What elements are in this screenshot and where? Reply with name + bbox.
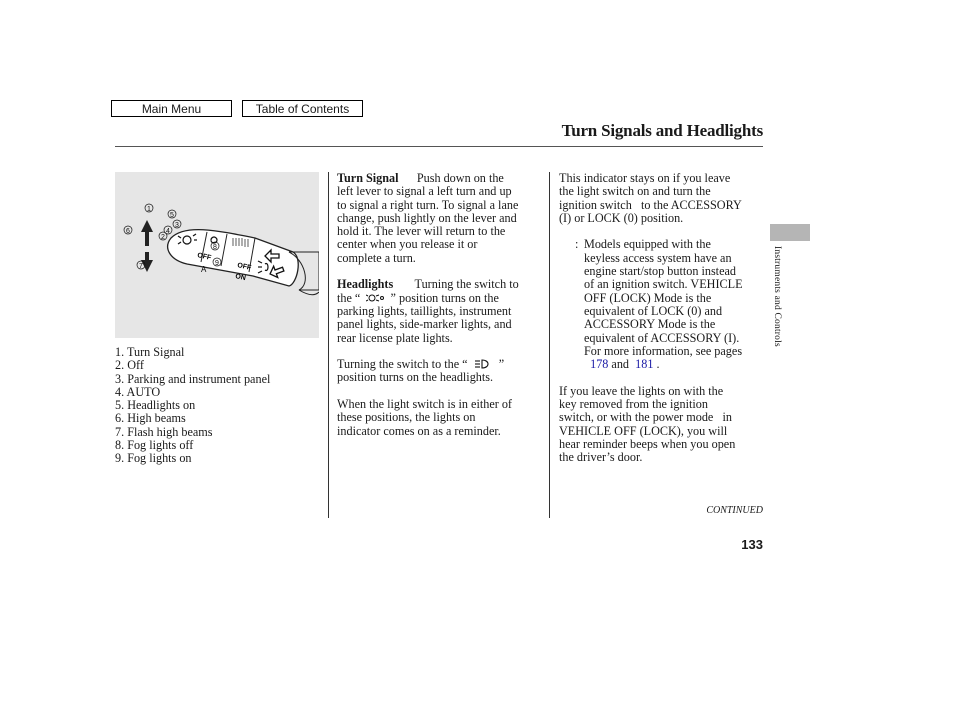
callout-5: 5: [170, 212, 174, 219]
legend-item: 1. Turn Signal: [115, 345, 185, 359]
legend-item: 3. Parking and instrument panel: [115, 371, 271, 386]
note-text: equivalent of ACCESSORY (I).: [584, 330, 740, 345]
callout-9: 9: [215, 260, 219, 267]
indicator-text: (I) or LOCK (0) position.: [559, 210, 684, 225]
headlights-text: parking lights, taillights, instrument: [337, 303, 512, 318]
headlights-heading: Headlights: [337, 277, 394, 292]
legend-item: 4. AUTO: [115, 384, 161, 399]
callout-6: 6: [126, 228, 130, 235]
section-label-text: Instruments and Controls: [772, 246, 782, 347]
indicator-text: the light switch on and turn the: [559, 184, 711, 199]
note-text: Models equipped with the: [584, 237, 711, 252]
turn-signal-text: complete a turn.: [337, 250, 416, 265]
note-text: equivalent of LOCK (0) and: [584, 303, 723, 318]
turn-signal-text: change, push lightly on the lever and: [337, 210, 517, 225]
reminder-text: When the light switch is in either of: [337, 397, 512, 412]
section-tab: [770, 224, 810, 241]
reminder-text: these positions, the lights on: [337, 410, 476, 425]
callout-8: 8: [213, 244, 217, 251]
legend-item: 8. Fog lights off: [115, 438, 194, 453]
figure-legend: [115, 346, 270, 466]
legend-item: 9. Fog lights on: [115, 451, 192, 466]
page-link-181[interactable]: 181: [635, 357, 654, 372]
note-text: .: [656, 357, 660, 372]
headlights-text: panel lights, side-marker lights, and: [337, 317, 512, 332]
reminder-beeps-text: hear reminder beeps when you open: [559, 436, 736, 451]
legend-item: 7. Flash high beams: [115, 424, 213, 439]
column-middle: [337, 172, 543, 438]
main-menu-button[interactable]: Main Menu: [111, 100, 232, 117]
title-divider: [115, 146, 763, 147]
note-text: engine start/stop button instead: [584, 264, 736, 279]
note-text: ACCESSORY Mode is the: [584, 317, 716, 332]
note-text: keyless access system have an: [584, 250, 732, 265]
headlight-icon: [474, 359, 490, 369]
headlights-text: the “: [337, 290, 361, 305]
lever-illustration: [115, 172, 319, 338]
headlights-text: Turning the switch to: [414, 277, 519, 292]
page-title: Turn Signals and Headlights: [561, 121, 763, 140]
reminder-beeps-text: If you leave the lights on with the: [559, 383, 724, 398]
column-divider-1: [328, 172, 329, 518]
lever-label-off-fog: OFF: [236, 262, 252, 272]
callout-3: 3: [175, 222, 179, 229]
note-text: For more information, see pages: [584, 343, 743, 358]
section-label: [769, 246, 783, 370]
note-text: OFF (LOCK) Mode is the: [584, 290, 712, 305]
headlights-on-text: position turns on the headlights.: [337, 370, 494, 385]
column-right: [559, 172, 765, 465]
reminder-beeps-text: VEHICLE OFF (LOCK), you will: [559, 423, 728, 438]
reminder-beeps-text: in: [722, 410, 732, 425]
lever-label-off: OFF: [196, 252, 212, 262]
headlights-text: ” position turns on the: [390, 290, 499, 305]
legend-item: 6. High beams: [115, 411, 186, 426]
reminder-beeps-text: key removed from the ignition: [559, 397, 708, 412]
column-divider-2: [549, 172, 550, 518]
indicator-text: ignition switch: [559, 197, 632, 212]
continued-label: CONTINUED: [706, 505, 763, 516]
turn-signal-text: left lever to signal a left turn and up: [337, 184, 512, 199]
lever-label-on-fog: ON: [234, 273, 247, 283]
headlights-on-text: Turning the switch to the “: [337, 357, 468, 372]
turn-signal-text: to signal a right turn. To signal a lane: [337, 197, 519, 212]
callout-7: 7: [139, 263, 143, 270]
lever-label-auto-symbol: A: [201, 265, 207, 274]
legend-item: 2. Off: [115, 358, 144, 373]
table-of-contents-button[interactable]: Table of Contents: [242, 100, 363, 117]
legend-item: 5. Headlights on: [115, 398, 196, 413]
headlights-text: rear license plate lights.: [337, 330, 453, 345]
note-text: of an ignition switch. VEHICLE: [584, 277, 743, 292]
turn-signal-heading: Turn Signal: [337, 171, 399, 185]
note-marker: :: [575, 237, 579, 252]
callout-2: 2: [161, 234, 165, 241]
page-link-178[interactable]: 178: [590, 357, 609, 372]
callout-1: 1: [147, 206, 151, 213]
headlights-on-text: ”: [498, 357, 505, 372]
lever-shaft-lower: [299, 290, 319, 295]
indicator-text: to the ACCESSORY: [640, 197, 742, 212]
note-text: and: [611, 357, 630, 372]
reminder-text: indicator comes on as a reminder.: [337, 423, 501, 438]
turn-signal-text: Push down on the: [416, 171, 504, 185]
reminder-beeps-text: switch, or with the power mode: [559, 410, 714, 425]
turn-signal-text: center when you release it or: [337, 237, 478, 252]
callout-4: 4: [166, 228, 170, 235]
parking-lights-icon: [366, 293, 384, 303]
turn-signal-text: hold it. The lever will return to the: [337, 224, 506, 239]
reminder-beeps-text: the driver’s door.: [559, 450, 643, 465]
page-number: 133: [741, 537, 763, 552]
lever-drawing: [115, 172, 319, 338]
indicator-text: This indicator stays on if you leave: [559, 171, 731, 185]
